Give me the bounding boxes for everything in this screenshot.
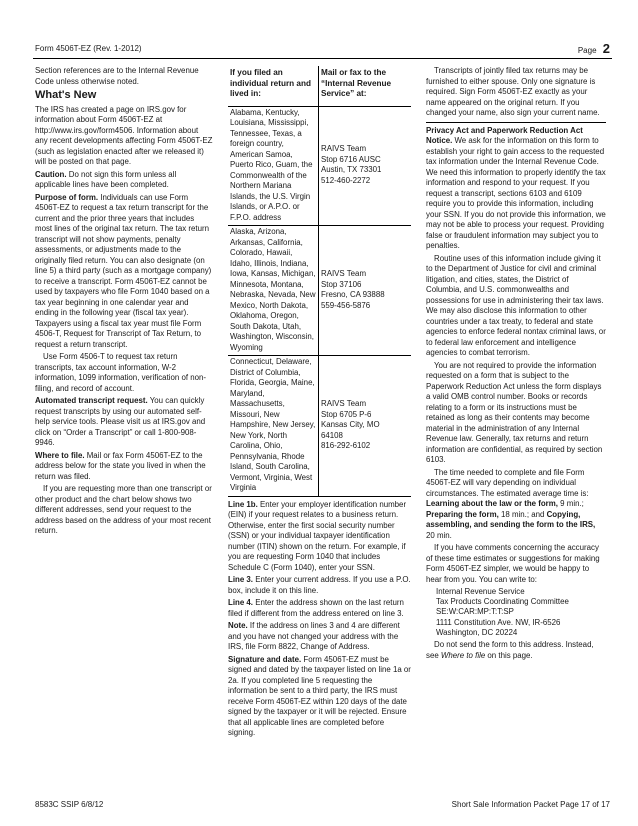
page-label: Page [577,46,597,55]
address-table-header [228,66,411,106]
time-copying-value: 20 min. [426,530,452,540]
line-instructions [228,496,411,739]
header-rule [33,58,612,59]
right-column [426,66,606,663]
states-cell: Alabama, Kentucky, Louisiana, Mississippi, Tennessee, Texas, a foreign country, American Samoa, Puerto Rico, Guam, the Commonwealth of the Northern Mariana Islands, the U.S. Virgin Islands, or A.P.O. or F.P.O. address [228,106,319,226]
time-learning-label: Learning about the law or the form, [426,499,558,508]
section-rule [426,122,606,123]
privacy-label: Privacy Act and Paperwork Reduction Act Notice. [426,125,583,145]
address-line: SE:W:CAR:MP:T:T:SP [436,607,514,617]
not-required-text: You are not required to provide the information requested on a form that is subject to the Paperwork Reduction Act unless the form displays a valid OMB control number. Books or records relating to a form or its instructions must be retained as long as their contents may become material in the administration of any Internal Revenue law. Generally, tax returns and return information are confidential, as required by section 6103. [426,360,603,464]
comments-text: If you have comments concerning the accuracy of these time estimates or suggestions for making Form 4506T-EZ simpler, we would be happy to hear from you. You can write to: [426,543,600,584]
page-indicator [578,41,610,56]
footer-page-info: Short Sale Information Packet Page 17 of 17 [451,800,610,809]
line4-text: Enter the address shown on the last return filed if different from the address entered on line 3. [228,598,404,618]
line1b-label: Line 1b. [228,499,258,509]
address-line: Washington, DC 20224 [436,627,518,637]
where-text: Mail or fax Form 4506T-EZ to the address below for the state you lived in when the return was filed. [35,450,206,481]
automated-paragraph [35,396,213,449]
signature-text: Form 4506T-EZ must be signed and dated by the taxpayer listed on line 1a or 2a. If you completed line 5 requesting the information be sent to a third party, the IRS must receive Form 4506T-EZ within 120 days of the date signed by the taxpayer or it will be rejected. Ensure that all applicable lines are completed before signing. [228,654,411,737]
jointly-text: Transcripts of jointly filed tax returns may be furnished to either spouse. Only one signature is required. Sign Form 4506T-EZ exactly as your name appeared on the original return. If you changed your name, also sign your current name. [426,66,600,117]
automated-label: Automated transcript request. [35,396,148,405]
address-row [228,356,411,496]
note-paragraph [228,621,411,653]
line3-text: Enter your current address. If you use a P.O. box, include it on this line. [228,575,411,595]
address-line: Fresno, CA 93888 [321,290,385,299]
purpose-text: Individuals can use Form 4506T-EZ to request a tax return transcript for the current and the prior three years that includes most lines of the original tax return. The tax return transcript will not show payments, penalty assessments, or adjustments made to the originally filed return. You can also designate (on line 5) a third party (such as a mortgage company) to receive a transcript. Form 4506T-EZ cannot be used by taxpayers who file Form 1040 based on a tax year beginning in one calendar year and ending in the following year (fiscal tax year). Taxpayers using a fiscal tax year must file Form 4506-T, Request for Transcript of Tax Return, to request a return transcript. [35,192,212,349]
where-label: Where to file. [35,450,85,460]
mail-header: Mail or fax to the “Internal Revenue Service” at: [319,66,412,106]
whats-new-text: The IRS has created a page on IRS.gov for information about Form 4506T-EZ at http://www.irs.gov/form4506. Information about any recent developments affecting Form 4506T-EZ (such as legislation enacted after we released it) will be posted on that page. [35,104,213,166]
irs-address-cell [319,106,412,226]
do-not-send-text: Do not send the form to this address. Instead, see [426,640,594,660]
purpose-label: Purpose of form. [35,192,99,202]
signature-paragraph [228,655,411,739]
address-line: RAIVS Team [321,144,367,154]
line1b-paragraph [228,500,411,574]
do-not-send-paragraph [426,640,606,661]
signature-label: Signature and date. [228,654,302,664]
note-text: If the address on lines 3 and 4 are different and you have not changed your address with the IRS, file Form 8822, Change of Address. [228,621,400,651]
line1b-text: Enter your employer identification number (EIN) if your request relates to a business return. Otherwise, enter the first social security number (SSN) or your individual taxpayer identification number (ITIN) shown on the return. For example, if you are requesting Form 1040 that includes Schedule C (Form 1040), enter your SSN. [228,499,407,572]
automated-text: You can quickly request transcripts by using our automated self-help service tools. Please visit us at IRS.gov and click on “Order a Transcript” or call 1-800-908-9946. [35,396,206,447]
states-cell: Alaska, Arizona, Arkansas, California, Colorado, Hawaii, Idaho, Illinois, Indiana, Iowa, Kansas, Michigan, Minnesota, Montana, Nebraska, Nevada, New Mexico, North Dakota, Oklahoma, Oregon, South Dakota, Utah, Washington, Wisconsin, Wyoming [228,226,319,356]
time-learning-value: 9 min.; [557,499,584,508]
fax-number: 816-292-6102 [321,441,371,450]
middle-column [228,66,411,741]
line4-paragraph [228,598,411,619]
address-line: Internal Revenue Service [436,587,525,596]
address-line: Tax Products Coordinating Committee [436,597,569,607]
do-not-send-end: on this page. [485,650,533,660]
address-line: Kansas City, MO [321,420,380,429]
address-table [228,66,411,496]
time-preparing-label: Preparing the form, [426,509,499,519]
fax-number: 559-456-5876 [321,300,371,310]
address-line: RAIVS Team [321,269,367,278]
line3-paragraph [228,575,411,596]
address-line: Stop 6716 AUSC [321,154,381,164]
time-preparing-value: 18 min.; and [498,509,547,519]
address-line: Austin, TX 73301 [321,165,382,175]
purpose-paragraph [35,193,213,351]
line4-label: Line 4. [228,598,253,607]
where-paragraph [35,451,213,483]
left-column [35,66,213,539]
privacy-paragraph [426,126,606,252]
more-than-one-text: If you are requesting more than one transcript or other product and the chart below shows two different addresses, send your request to the address based on the address of your most recent return. [35,484,212,535]
time-copying-label: Copying, assembling, and sending the form to the IRS, [426,509,596,529]
intro-text: Section references are to the Internal Revenue Code unless otherwise noted. [35,66,199,86]
states-cell: Connecticut, Delaware, District of Columbia, Florida, Georgia, Maine, Maryland, Massachusetts, Missouri, New Hampshire, New Jersey, New York, North Carolina, Ohio, Pennsylvania, Rhode Island, South Carolina, Vermont, Virginia, West Virginia [228,356,319,496]
caution-paragraph [35,170,213,191]
time-intro: The time needed to complete and file Form 4506T-EZ will vary depending on individual circumstances. The estimated average time is: [426,467,589,498]
irs-mailing-address [436,587,606,638]
address-row [228,106,411,226]
whats-new-heading: What's New [35,89,97,101]
note-label: Note. [228,621,248,630]
page-number: 2 [602,41,610,56]
fax-number: 512-460-2272 [321,175,371,185]
caution-text: Do not sign this form unless all applicable lines have been completed. [35,169,177,189]
caution-label: Caution. [35,169,67,179]
form-id: Form 4506T-EZ (Rev. 1-2012) [35,44,142,53]
routine-uses-text: Routine uses of this information include giving it to the Department of Justice for civil and criminal litigation, and cities, states, the District of Columbia, and U.S. commonwealths and possessions for use in administering their tax laws. We may also disclose this information to other countries under a tax treaty, to federal and state agencies to enforce federal nontax criminal laws, or to federal law enforcement and intelligence agencies to combat terrorism. [426,253,606,357]
privacy-text: We ask for the information on this form to establish your right to gain access to the requested tax information under the Internal Revenue Code. We need this information to properly identify the tax information and respond to your request. If you request a transcript, sections 6103 and 6109 require you to provide this information, including your SSN. If you do not provide this information, we may not be able to process your request. Providing false or fraudulent information may subject you to penalties. [426,136,606,250]
address-line: Stop 6705 P-6 [321,409,372,419]
line3-label: Line 3. [228,575,253,584]
address-line: Stop 37106 [321,279,362,289]
irs-address-cell [319,226,412,356]
address-line: 64108 [321,430,343,440]
address-row [228,226,411,356]
footer-code: 8583C SSIP 6/8/12 [35,800,104,809]
states-header: If you filed an individual return and lived in: [228,66,319,106]
address-line: RAIVS Team [321,399,367,408]
where-to-file-reference: Where to file [440,650,486,660]
address-line: 1111 Constitution Ave. NW, IR-6526 [436,617,561,627]
use-4506t-text: Use Form 4506-T to request tax return transcripts, tax account information, W-2 information, 1099 information, verification of non-filing, and record of account. [35,352,207,393]
irs-address-cell [319,356,412,496]
time-estimate-paragraph [426,468,606,542]
